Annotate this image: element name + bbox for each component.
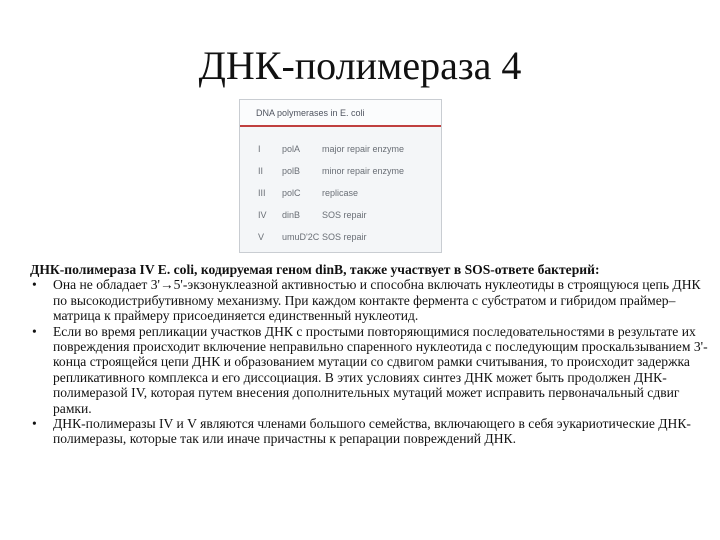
function-label: SOS repair [322,232,367,242]
figure-header: DNA polymerases in E. coli [240,100,441,127]
bullet-item [30,324,710,416]
figure-row [240,185,441,201]
bullet-marker: • [32,277,37,293]
function-label: SOS repair [322,210,367,220]
polymerase-number: III [258,188,266,198]
figure-row [240,207,441,223]
function-label: major repair enzyme [322,144,405,154]
bullet-text: ДНК-полимеразы IV и V являются членами большого семейства, включающего в себя эукариотические ДНК-полимеразы, которые так или иначе причастны к репарации повреждений ДНК. [53,416,691,447]
polymerase-number: IV [258,210,267,220]
bullet-item [30,416,710,447]
slide-title: ДНК-полимераза 4 [198,43,522,88]
function-label: minor repair enzyme [322,166,405,176]
figure-row [240,229,441,245]
gene-name: polB [282,166,301,176]
gene-name: umuD'2C [282,232,320,242]
figure-row [240,163,441,179]
polymerase-number: I [258,144,261,154]
polymerase-number: V [258,232,265,242]
gene-name: dinB [282,210,301,220]
bullet-marker: • [32,416,37,432]
polymerase-table-image [239,99,442,253]
polymerase-number: II [258,166,264,176]
gene-name: polA [282,144,301,154]
lead-paragraph: ДНК-полимераза IV E. coli, кодируемая геном dinB, также участвует в SOS-ответе бактерий: [30,262,600,277]
function-label: replicase [322,188,359,198]
figure-row [240,141,441,157]
gene-name: polC [282,188,301,198]
bullet-marker: • [32,323,37,339]
slide-body [30,262,710,447]
bullet-item [30,277,710,323]
bullet-text: Если во время репликации участков ДНК с простыми повторяющимися последовательностями в результате их повреждения происходит включение неправильно спаренного нуклеотида с последующим проскальзыванием 3'-конца строящейся цепи ДНК и образованием мутации со сдвигом рамки считывания, то происходит задержка репликативного комплекса и его диссоциация. В этих условиях синтез ДНК может быть продолжен ДНК-полимеразой IV, которая путем внесения дополнительных мутаций может исправить первоначальный сдвиг рамки. [53,323,708,416]
bullet-text: Она не обладает 3'→5'-экзонуклеазной активностью и способна включать нуклеотиды в строящуюся цепь ДНК по высокодистрибутивному механизму. При каждом контакте фермента с субстратом и гибридом праймер–матрица к праймеру присоединяется единственный нуклеотид. [53,277,701,324]
